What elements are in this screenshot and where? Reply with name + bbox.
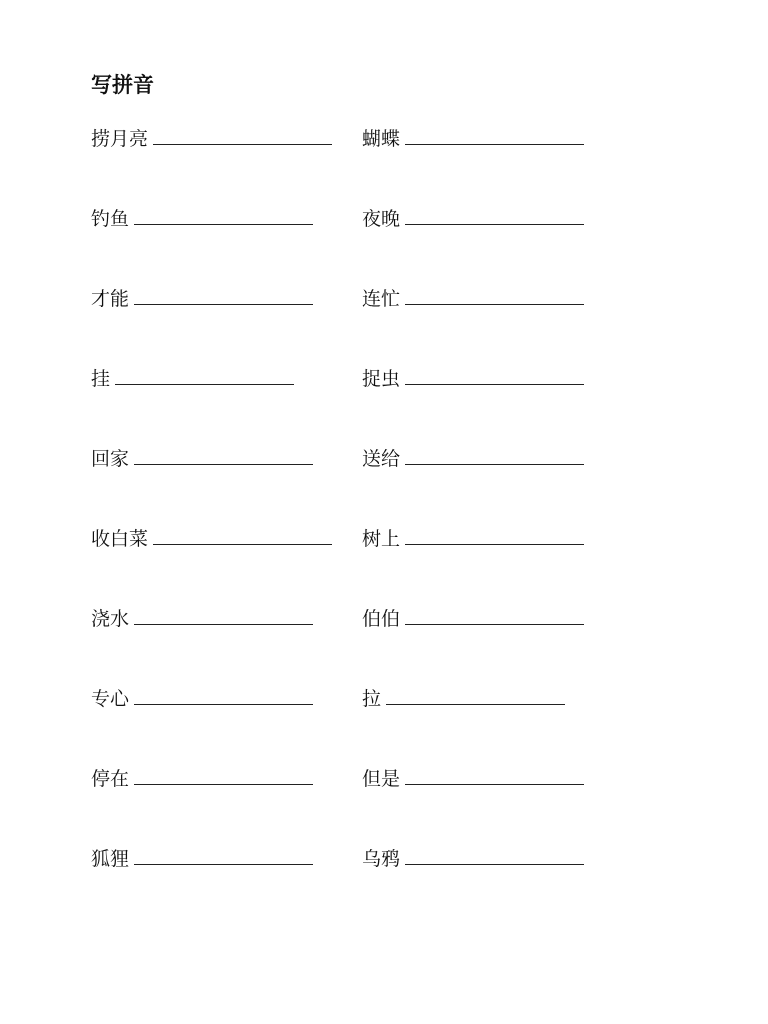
- pinyin-answer-line[interactable]: [134, 284, 313, 305]
- word-item: [91, 844, 362, 874]
- pinyin-answer-line[interactable]: [134, 684, 313, 705]
- word-text: 拉: [362, 688, 382, 710]
- word-text: 捉虫: [362, 368, 401, 390]
- word-text: 连忙: [362, 288, 401, 310]
- word-row: [91, 444, 651, 524]
- pinyin-answer-line[interactable]: [405, 604, 584, 625]
- word-row: [91, 604, 651, 684]
- pinyin-answer-line[interactable]: [134, 604, 313, 625]
- pinyin-answer-line[interactable]: [153, 124, 332, 145]
- word-row: [91, 524, 651, 604]
- pinyin-answer-line[interactable]: [386, 684, 565, 705]
- pinyin-answer-line[interactable]: [405, 444, 584, 465]
- word-text: 伯伯: [362, 608, 401, 630]
- word-item: [362, 684, 651, 714]
- word-item: [362, 764, 651, 794]
- pinyin-answer-line[interactable]: [405, 764, 584, 785]
- pinyin-answer-line[interactable]: [134, 444, 313, 465]
- word-item: [91, 764, 362, 794]
- word-text: 钓鱼: [91, 208, 130, 230]
- word-item: [91, 444, 362, 474]
- word-item: [91, 684, 362, 714]
- word-text: 但是: [362, 768, 401, 790]
- word-text: 停在: [91, 768, 130, 790]
- word-item: [362, 844, 651, 874]
- word-text: 捞月亮: [91, 128, 149, 150]
- word-text: 专心: [91, 688, 130, 710]
- word-row: [91, 284, 651, 364]
- page-title: 写拼音: [91, 73, 154, 97]
- word-row: [91, 204, 651, 284]
- word-text: 蝴蝶: [362, 128, 401, 150]
- word-row: [91, 844, 651, 924]
- pinyin-answer-line[interactable]: [405, 284, 584, 305]
- word-text: 挂: [91, 368, 111, 390]
- word-item: [91, 604, 362, 634]
- word-text: 浇水: [91, 608, 130, 630]
- word-row: [91, 764, 651, 844]
- word-item: [362, 124, 651, 154]
- word-text: 乌鸦: [362, 848, 401, 870]
- pinyin-answer-line[interactable]: [115, 364, 294, 385]
- word-text: 树上: [362, 528, 401, 550]
- pinyin-answer-line[interactable]: [134, 844, 313, 865]
- word-item: [362, 524, 651, 554]
- word-item: [362, 204, 651, 234]
- pinyin-answer-line[interactable]: [405, 524, 584, 545]
- pinyin-answer-line[interactable]: [134, 764, 313, 785]
- word-item: [91, 524, 362, 554]
- word-item: [362, 284, 651, 314]
- pinyin-answer-line[interactable]: [405, 124, 584, 145]
- pinyin-answer-line[interactable]: [405, 204, 584, 225]
- word-text: 收白菜: [91, 528, 149, 550]
- pinyin-answer-line[interactable]: [134, 204, 313, 225]
- word-text: 才能: [91, 288, 130, 310]
- word-item: [91, 364, 362, 394]
- word-text: 回家: [91, 448, 130, 470]
- word-list: [91, 124, 651, 924]
- word-item: [362, 364, 651, 394]
- word-text: 送给: [362, 448, 401, 470]
- word-text: 狐狸: [91, 848, 130, 870]
- pinyin-answer-line[interactable]: [405, 364, 584, 385]
- word-text: 夜晚: [362, 208, 401, 230]
- word-row: [91, 124, 651, 204]
- word-item: [362, 604, 651, 634]
- pinyin-answer-line[interactable]: [405, 844, 584, 865]
- word-item: [91, 284, 362, 314]
- word-item: [362, 444, 651, 474]
- pinyin-answer-line[interactable]: [153, 524, 332, 545]
- word-row: [91, 684, 651, 764]
- word-item: [91, 124, 362, 154]
- word-item: [91, 204, 362, 234]
- word-row: [91, 364, 651, 444]
